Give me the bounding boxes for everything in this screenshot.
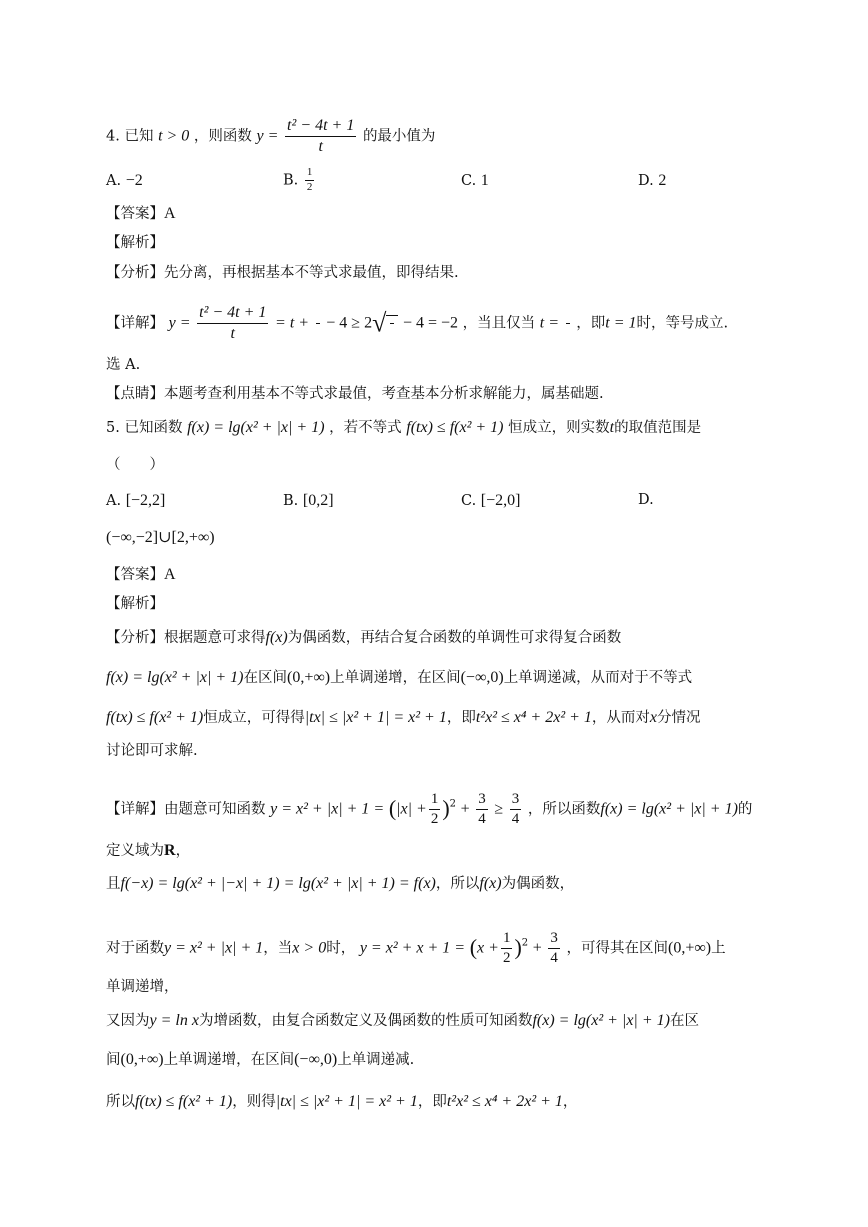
q5-option-d-label: D. [638,492,654,508]
q5-detail-line3 [106,876,574,892]
q4-analysis-tag: 【解析】 [106,235,164,251]
q5-detail-4g: x + [477,939,499,957]
q4-option-a [106,172,143,190]
q5-fenxi-line4: 讨论即可求解. [106,743,198,759]
q4-option-b [283,166,316,195]
q4-option-a-label: A. [106,173,122,189]
q5-detail-1f: f(x) = lg(x² + |x| + 1) [600,800,738,818]
q5-fenxi-2b: 在区间 [243,670,287,686]
q4-detail-tag: 【详解】 [106,315,164,332]
q5-option-b [283,492,334,510]
q4-option-b-num: 1 [305,166,315,181]
q5-detail-tag: 【详解】 [106,801,164,818]
q5-detail-line2 [106,843,190,859]
q5-detail-4h: + [532,939,542,957]
q5-detail-line7 [106,1052,414,1068]
q5-detail-8e: ，即 [417,1094,447,1110]
q5-three-num-2: 3 [510,790,522,810]
q5-detail-6a: 又因为 [106,1013,150,1029]
left-paren-icon: ( [388,795,397,821]
q5-detail-8a: 所以 [106,1094,135,1110]
q5-fenxi-line1 [106,630,621,646]
q5-detail-3e: 为偶函数， [501,876,575,892]
q4-option-d-label: D. [638,173,654,189]
q5-fenxi-3h: 分情况 [657,710,701,726]
q5-option-d-value-text: (−∞,−2]∪[2,+∞) [106,529,215,546]
q5-detail-1g: 的 [737,801,753,818]
q4-stem-mid: ，则函数 [193,128,252,145]
q5-detail-three-quarters-3 [548,929,560,968]
q5-detail-half [429,790,441,829]
q5-option-b-value: [0,2] [302,492,334,509]
q4-detail-frac1 [197,303,268,344]
q5-fenxi-3b: 恒成立，可得得 [203,710,305,726]
q5-detail-3d: f(x) [479,875,502,892]
q4-detail-sqrt-frac-num [390,323,394,324]
q5-fenxi-1b: f(x) [265,629,288,646]
q5-fenxi-line3 [106,710,701,726]
q4-option-d-value: 2 [658,172,667,189]
q4-option-a-value: −2 [125,172,143,189]
q5-detail-half-2 [501,929,513,968]
q4-stem-suffix: 的最小值为 [362,128,436,145]
q5-fenxi-line2 [106,670,692,686]
q4-option-c-label: C. [461,173,477,189]
q5-detail-8c: ，则得 [232,1094,276,1110]
q5-detail-1a: 由题意可知函数 [164,801,266,818]
q5-stem-mid: ，若不等式 [329,420,402,436]
q5-detail-8g: ， [562,1094,578,1110]
q5-ineq: f(tx) ≤ f(x² + 1) [406,419,504,436]
q4-func-num: t² − 4t + 1 [285,116,356,137]
q4-detail-eq1: y = [168,314,191,332]
q5-detail-3a: 且 [106,876,121,892]
q5-detail-4b: y = x² + |x| + 1 [164,939,264,957]
q5-option-b-label: B. [283,493,299,509]
q4-option-c-value: 1 [480,172,489,189]
q5-detail-8f: t²x² ≤ x⁴ + 2x² + 1 [446,1093,563,1110]
q4-option-d [638,172,666,190]
q4-stem-cond: t > 0 [158,127,190,145]
q5-three-num: 3 [476,790,488,810]
q5-option-c [461,492,520,510]
right-paren-icon-2: ) [514,934,522,960]
q4-dianjing-text: 本题考查利用基本不等式求最值，考查基本分析求解能力，属基础题. [164,386,604,402]
q5-detail-7d: (−∞,0) [294,1051,338,1068]
q5-half-num-2: 1 [501,929,513,949]
q5-fenxi-2e: (−∞,0) [460,669,504,686]
q5-half-den: 2 [430,810,439,827]
q5-stem [106,420,701,436]
q5-fenxi-1c: 为偶函数，再结合复合函数的单调性可求得复合函数 [287,630,622,646]
q4-detail [106,303,728,344]
q4-detail-when: ，当且仅当 [462,315,536,332]
q5-fenxi-2c: (0,+∞) [287,669,331,686]
q5-detail-line5: 单调递增， [106,979,179,995]
q4-dianjing [106,387,604,402]
q5-four-den-3: 4 [550,949,558,966]
q5-option-a-label: A. [106,493,122,509]
q5-detail-4j: (0,+∞) [668,939,712,957]
q4-detail-t1: t = 1 [605,314,637,332]
q5-detail-line4 [106,929,726,968]
q5-analysis-tag: 【解析】 [106,596,164,612]
q5-detail-4f: y = x² + x + 1 = [359,939,466,957]
q5-detail-6e: 在区 [669,1013,699,1029]
q5-detail-2end: ， [175,843,191,859]
q4-answer [106,206,176,222]
q5-half-den-2: 2 [502,949,511,966]
q4-option-b-fraction [305,166,315,195]
q4-func-fraction [285,116,356,157]
q4-detail-sqrt [386,315,398,332]
q4-answer-value: A [164,205,176,222]
q4-detail-eq4: − 4 = −2 [402,314,459,332]
q5-detail-square-2: 2 [521,937,529,949]
q5-detail-8d: |tx| ≤ |x² + 1| = x² + 1 [275,1093,418,1110]
q4-detail-sqrt-frac [390,323,394,324]
q5-detail-8b: f(tx) ≤ f(x² + 1) [135,1093,233,1110]
q5-option-a [106,492,165,510]
q4-option-b-label: B. [283,172,299,189]
q5-detail-6d: f(x) = lg(x² + |x| + 1) [532,1012,670,1029]
q4-fenxi [106,266,459,281]
q4-detail-eq2: = t + [275,314,310,332]
q5-detail-2: 定义域为 [106,843,164,859]
q4-detail-ie: ，即 [576,315,606,332]
q5-stem-end: 的取值范围是 [614,420,702,436]
q5-option-a-value: [−2,2] [125,492,166,509]
q5-detail-4e: 时， [326,940,356,957]
q5-three-num-3: 3 [548,929,560,949]
q4-detail-eq3: − 4 ≥ 2 [326,314,373,332]
sqrt-icon: √ [372,308,387,338]
q4-stem [106,116,435,157]
q4-detail-frac3-num [566,323,570,324]
q4-option-c [461,172,489,190]
q5-option-d [638,492,654,508]
q5-detail-4d: x > 0 [292,939,327,957]
q5-option-c-value: [−2,0] [480,492,521,509]
q5-fenxi-tag: 【分析】 [106,630,164,646]
q4-detail-frac3 [566,323,570,324]
q5-detail-1d: ≥ [494,800,504,818]
q5-detail-7e: 上单调递减. [337,1052,415,1068]
q5-fenxi-3f: ，从而对 [591,710,650,726]
q4-option-b-den: 2 [306,180,313,193]
q5-func: f(x) = lg(x² + |x| + 1) [187,419,325,436]
q4-func-lhs: y = [256,127,279,145]
q5-detail-3b: f(−x) = lg(x² + |−x| + 1) = lg(x² + |x| + 1) = f(x) [120,875,436,892]
q4-dianjing-tag: 【点睛】 [106,386,164,402]
q5-fenxi-2d: 上单调递增，在区间 [330,670,461,686]
q5-detail-6b: y = ln x [149,1012,199,1029]
q5-detail-4c: ，当 [263,940,293,957]
q5-fenxi-1a: 根据题意可求得 [164,630,266,646]
q5-stem-t: t [609,419,615,436]
q4-detail-frac2 [316,323,320,324]
q5-detail-6c: 为增函数，由复合函数定义及偶函数的性质可知函数 [198,1013,533,1029]
q5-four-den: 4 [478,810,486,827]
q4-fenxi-text: 先分离，再根据基本不等式求最值，即得结果. [164,265,459,281]
q4-choose: 选 A. [106,357,141,373]
q5-fenxi-3d: ，即 [446,710,476,726]
q5-detail-7b: (0,+∞) [120,1051,164,1068]
q5-detail-line1: 【详解】由题意可知函数 y = x² + |x| + 1 = (|x| + $\frac{1}{2}$ )$^2$ + $\frac{3}{4}$ ≥ $\frac{3}{4}$ ，所以函数f(x) = lg(x² + |x| + 1)的 [106,791,753,827]
q5-answer [106,567,176,583]
q4-detail-when-eq: t = [539,314,560,332]
q5-half-num: 1 [429,790,441,810]
q5-fenxi-2a: f(x) = lg(x² + |x| + 1) [106,669,244,686]
q5-detail-1c: |x| + [396,800,427,818]
q4-fenxi-tag: 【分析】 [106,265,164,281]
q5-detail-square: 2 [449,798,457,810]
q5-fenxi-2f: 上单调递减，从而对于不等式 [503,670,693,686]
q4-detail-frac1-num: t² − 4t + 1 [197,303,268,324]
q4-func-den: t [318,138,323,155]
q5-detail-three-quarters [476,790,488,829]
q5-four-den-2: 4 [511,810,520,827]
q5-detail-4k: 上 [711,940,726,957]
q4-detail-frac1-den: t [230,325,235,342]
q5-detail-7c: 上单调递增，在区间 [163,1052,295,1068]
q5-detail-7a: 间 [106,1052,121,1068]
q5-detail-3c: ，所以 [435,876,480,892]
q5-detail-line8 [106,1094,577,1110]
q5-stem-suffix: 恒成立，则实数 [508,420,610,436]
q5-option-d-value [106,530,215,546]
q5-answer-tag: 【答案】 [106,567,164,583]
q5-fenxi-3a: f(tx) ≤ f(x² + 1) [106,709,204,726]
q5-fenxi-3e: t²x² ≤ x⁴ + 2x² + 1 [475,709,592,726]
q4-detail-end: 时，等号成立. [636,315,729,332]
q5-detail-4a: 对于函数 [106,940,164,957]
q4-detail-frac2-num [316,323,320,324]
q5-detail-1b: y = x² + |x| + 1 = [270,800,385,818]
q5-answer-value: A [164,566,176,583]
q5-detail-2r: R [164,842,176,859]
left-paren-icon-2: ( [469,934,478,960]
q4-answer-tag: 【答案】 [106,206,164,222]
right-paren-icon: ) [442,795,450,821]
q5-detail-line6 [106,1013,699,1029]
q4-stem-prefix: 4. 已知 [106,128,154,145]
q5-detail-4i: ，可得其在区间 [566,940,669,957]
q5-stem-prefix: 5. 已知函数 [106,420,183,436]
q5-fenxi-3c: |tx| ≤ |x² + 1| = x² + 1 [304,709,447,726]
q5-fenxi-3g: x [649,709,658,726]
q5-detail-1e: ，所以函数 [527,801,601,818]
q5-option-c-label: C. [461,493,477,509]
q5-paren: （ ） [106,457,164,473]
q5-detail-three-quarters-2 [510,790,522,829]
